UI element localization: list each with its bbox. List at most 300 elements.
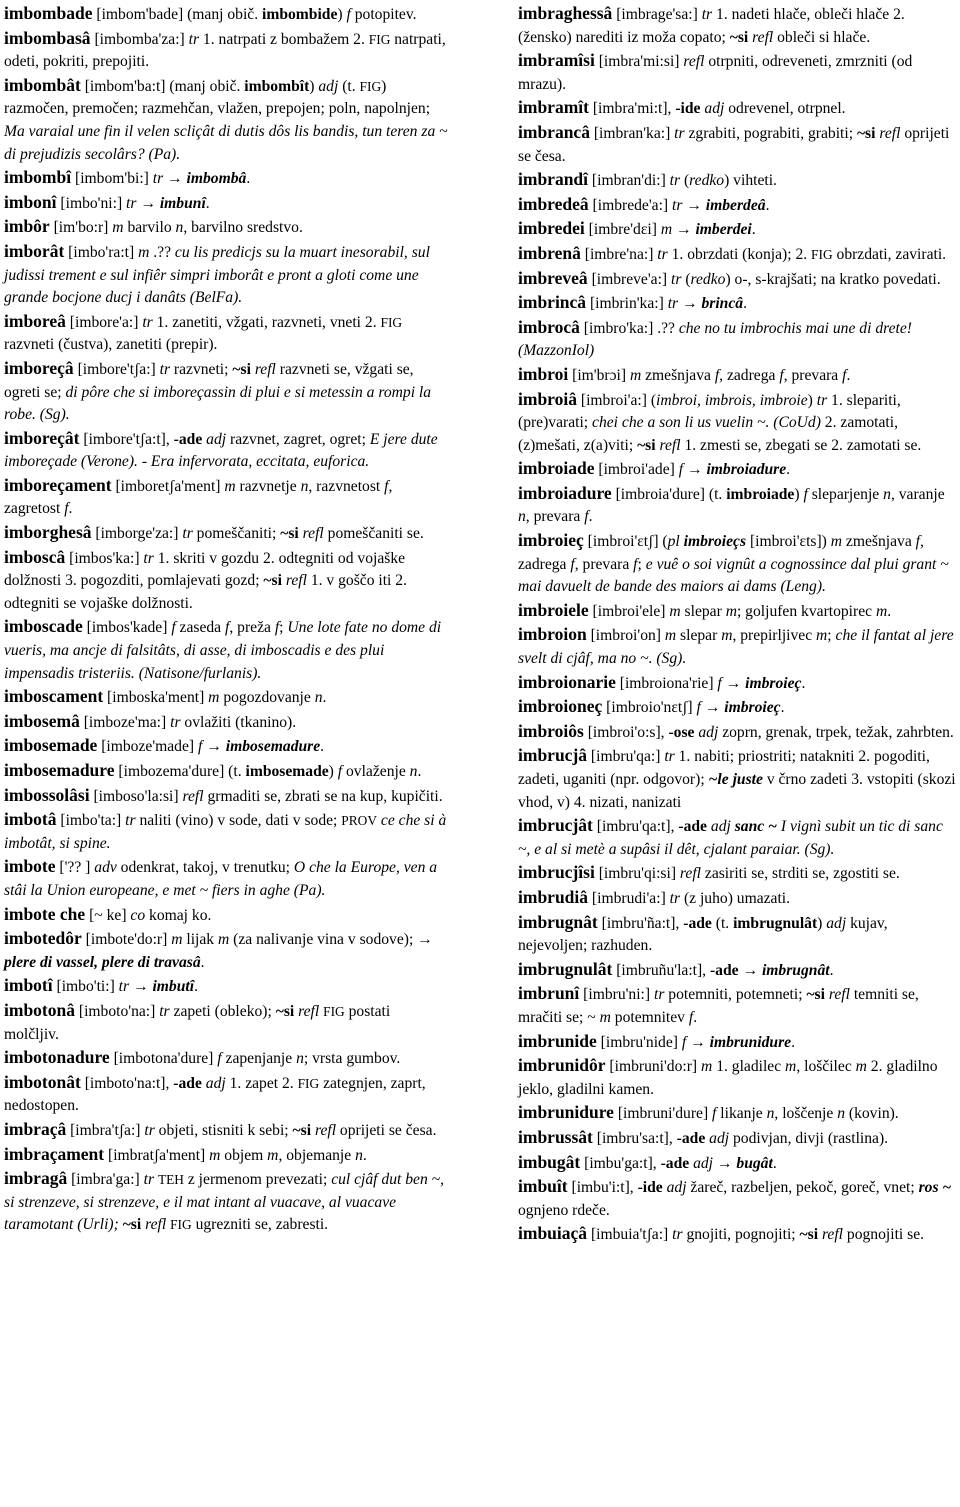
entry-text: [imbore'tʃa:] [73, 360, 160, 378]
italic-text: e vuê o soi vignût a cognossince dal plui grant ~ mai davuelt de bande des maiors ai dams (Leng). [518, 555, 949, 596]
entry-text: [imbroi'o:s], [583, 723, 669, 741]
dictionary-entry [4, 27, 448, 74]
headword: imbombât [4, 74, 81, 95]
entry-text: [imbratʃa'ment] [104, 1146, 210, 1164]
italic-text: refl [145, 1216, 167, 1234]
entry-text: [imbre'na:] [580, 245, 658, 263]
entry-text: [imbroi'on] [586, 627, 665, 645]
bold-text: ~si [275, 1002, 295, 1020]
dictionary-entry [4, 710, 448, 735]
cross-reference: imbutî [152, 978, 195, 996]
bold-text: -ade [683, 914, 712, 932]
italic-text: f [915, 533, 920, 551]
dictionary-entry [4, 521, 448, 546]
entry-text: ; [637, 555, 646, 573]
entry-text: v črno zadeti 3. vstopiti (skozi vhod, v) 4. nizati, nanizati [518, 771, 956, 811]
cross-reference: sanc ~ [734, 818, 777, 836]
headword: imbuît [518, 1176, 568, 1197]
entry-text: [imbo'ta:] [56, 812, 126, 830]
italic-text: f [842, 366, 847, 384]
entry-text: [imbuia'tʃa:] [587, 1226, 673, 1244]
italic-text: Une lote fate no dome di vueris, ma ancje di falsitâts, di asse, di imboscadis e des plui impensadis tristeriis. (Natisone/furlanis). [4, 619, 442, 682]
usage-label: FIG [380, 314, 403, 330]
entry-text: razvnetje [235, 477, 301, 495]
headword: imbraçament [4, 1143, 105, 1164]
entry-text: ) [328, 763, 338, 780]
entry-text: , razvnetost [308, 477, 385, 495]
italic-text: n [409, 763, 418, 780]
dictionary-entry [518, 242, 958, 267]
italic-text: tr [152, 170, 164, 188]
headword: imbrincâ [518, 292, 587, 313]
italic-text: tr [653, 986, 665, 1004]
entry-text: potopitev. [350, 6, 417, 23]
cross-reference: imbroieç [745, 674, 802, 692]
bold-text: -ade [173, 430, 203, 448]
dictionary-entry [518, 623, 958, 670]
dictionary-entry [4, 999, 448, 1046]
entry-text: , zagretost [4, 477, 393, 518]
entry-text: , prepirljivec [732, 627, 817, 645]
headword: imbraghessâ [518, 3, 613, 23]
entry-text: slepar [676, 627, 722, 645]
entry-text: [imbroi'ɛts]) [746, 533, 831, 551]
italic-text: tr [672, 196, 683, 214]
entry-text: naliti (vino) v sode, dati v sode; [135, 812, 342, 830]
italic-text: n [175, 219, 184, 237]
dictionary-entry [518, 1054, 958, 1101]
italic-text: refl [302, 525, 324, 543]
entry-text: → [202, 738, 226, 756]
entry-text: [imbo'ti:] [52, 978, 119, 996]
italic-text: f [337, 763, 343, 780]
entry-text: . [194, 978, 198, 996]
italic-text: tr [664, 748, 675, 766]
usage-label: FIG [323, 1003, 345, 1019]
headword: imboreçât [4, 427, 80, 448]
italic-text: m [816, 627, 828, 645]
entry-text: razvneti se, vžgati se, ogreti se; [4, 360, 414, 401]
italic-text: tr [170, 713, 181, 731]
entry-text: [imbrage'sa:] [612, 6, 702, 23]
entry-text: [imbroio'nɛtʃ] [602, 699, 697, 717]
dictionary-entry [4, 734, 448, 759]
italic-text: f [633, 555, 638, 573]
italic-text: imbroi, imbrois, imbroie [656, 391, 808, 409]
headword: imboscament [4, 686, 104, 707]
entry-text: pogozdovanje [219, 689, 315, 707]
italic-text: tr [143, 1171, 155, 1189]
dictionary-entry [4, 215, 448, 240]
entry-text: obrzdati, zavirati. [832, 245, 947, 263]
italic-text: m [721, 627, 733, 645]
dictionary-entry [4, 1167, 448, 1237]
entry-text: ) [807, 391, 817, 409]
headword: imbrucjâ [518, 745, 588, 766]
cross-reference: imberdeâ [705, 196, 766, 214]
right-column [518, 2, 958, 1247]
entry-text: potemnitev [610, 1008, 689, 1026]
entry-text: . [801, 674, 806, 692]
entry-text: [~ ke] [85, 906, 131, 924]
entry-text: → [721, 674, 746, 692]
dictionary-entry [518, 599, 958, 624]
entry-text: . [205, 194, 210, 212]
italic-text: n [314, 689, 323, 707]
entry-text: → [738, 961, 762, 979]
italic-text: f [171, 619, 176, 637]
italic-text: n [837, 1105, 845, 1123]
bold-text: -ide [675, 100, 701, 118]
entry-text: [imbre'dɛi] [584, 221, 661, 239]
italic-text: redko [689, 172, 725, 190]
italic-text: f [225, 619, 230, 637]
dictionary-entry [4, 1118, 448, 1143]
entry-text: [imboso'la:si] [89, 787, 183, 805]
dictionary-entry [518, 1222, 958, 1247]
dictionary-entry [518, 982, 958, 1029]
italic-text: adj [698, 723, 719, 741]
entry-text: 1. zmesti se, zbegati se 2. zamotati se. [680, 436, 922, 454]
entry-text: 2. gladilno jeklo, gladilni kamen. [518, 1058, 938, 1098]
entry-text: → [713, 1154, 737, 1172]
dictionary-entry [4, 685, 448, 710]
entry-text: [imbroi'ele] [588, 602, 670, 620]
italic-text: m [785, 1058, 797, 1076]
cross-reference: imbroiadure [706, 461, 787, 479]
dictionary-entry [518, 193, 958, 218]
headword: imbotâ [4, 809, 57, 830]
bold-text: -ose [668, 723, 695, 741]
italic-text: f [217, 1050, 222, 1068]
entry-text: 1. obrzdati (konja); 2. [667, 245, 812, 263]
italic-text: adj [205, 1074, 226, 1092]
entry-text: otrpniti, odreveneti, zmrzniti (od mrazu). [518, 53, 913, 93]
entry-text: [imbra'mi:si] [594, 53, 684, 71]
dictionary-entry [4, 2, 448, 27]
italic-text: m [112, 219, 124, 237]
entry-text: [imbroia'dure] (t. [611, 485, 727, 503]
italic-text: n [300, 477, 309, 495]
dictionary-entry [518, 744, 958, 814]
entry-text: [imbore'tʃa:t], [79, 430, 174, 448]
entry-text: . [200, 953, 205, 971]
entry-text: [imbomba'za:] [90, 30, 189, 48]
entry-text: temniti se, mračiti se; ~ [518, 986, 919, 1026]
dictionary-entry [518, 316, 958, 363]
italic-text: adj [693, 1154, 714, 1172]
entry-text: zgrabiti, pograbiti, grabiti; [684, 124, 857, 142]
dictionary-entry [4, 474, 448, 521]
dictionary-entry [518, 49, 958, 96]
entry-text: . [772, 1154, 777, 1172]
dictionary-entry [518, 482, 958, 529]
headword: imbuiaçâ [518, 1223, 588, 1244]
dictionary-entry [4, 615, 448, 685]
headword: imbrucjîsi [518, 862, 595, 883]
entry-text: → [163, 170, 187, 188]
bold-text: ~si [122, 1216, 142, 1234]
dictionary-entry [518, 1175, 958, 1222]
usage-label: FIG [297, 1075, 320, 1091]
headword: imbroi [518, 363, 569, 384]
bold-text: ~si [232, 360, 251, 378]
headword: imbroiele [518, 599, 589, 620]
italic-text: tr [118, 978, 130, 996]
headword: imbombasâ [4, 27, 91, 48]
entry-text: 1. zapet 2. [225, 1074, 298, 1092]
entry-text: → [700, 699, 725, 717]
entry-text: razvnet, zagret, ogret; [226, 430, 370, 448]
dictionary-entry [518, 886, 958, 911]
dictionary-entry [518, 1030, 958, 1055]
italic-text: tr [669, 172, 681, 190]
headword: imboreâ [4, 310, 66, 331]
entry-text: zmešnjava [842, 533, 916, 551]
entry-text: potemniti, potemneti; [664, 986, 807, 1004]
dictionary-entry [4, 855, 448, 902]
italic-text: refl [285, 572, 307, 590]
entry-text: . [846, 366, 851, 384]
cross-reference: imbombâ [186, 170, 247, 188]
entry-text: žareč, razbeljen, pekoč, goreč, vnet; [686, 1179, 919, 1197]
italic-text: m [669, 602, 681, 620]
entry-text: → [678, 295, 702, 313]
italic-text: m [701, 1058, 713, 1076]
headword: imbrucjât [518, 815, 593, 836]
italic-text: tr [182, 525, 193, 543]
entry-text: odenkrat, takoj, v trenutku; [116, 859, 294, 877]
headword: imbosemâ [4, 710, 80, 731]
headword: imbrocâ [518, 316, 580, 337]
entry-text: komaj ko. [145, 906, 212, 924]
dictionary-entry [518, 1101, 958, 1126]
headword: imbotî [4, 975, 53, 996]
headword: imbrenâ [518, 242, 581, 263]
entry-text: → [683, 461, 707, 479]
entry-text: slepar [680, 602, 726, 620]
entry-text: 2. zamotati, (z)mešati, z(a)viti; [518, 414, 898, 454]
dictionary-entry [4, 546, 448, 616]
entry-text: [im'brɔi] [568, 366, 630, 384]
italic-text: f [678, 461, 684, 479]
headword: imbroieç [518, 530, 584, 551]
italic-text: Ma varaial une fin il velen scliçât di dutis dôs lis bandis, tun teren za ~ di prejudizis secolârs? (Pa). [4, 122, 448, 163]
usage-label: FIG [368, 31, 391, 47]
bold-text: -ade [660, 1154, 690, 1172]
italic-text: tr [188, 30, 200, 48]
bold-text: ~si [856, 124, 876, 142]
italic-text: f [570, 555, 575, 573]
bold-text: -ide [637, 1179, 663, 1197]
entry-text: ; vrsta gumbov. [303, 1050, 401, 1068]
entry-text: [imbru'qa:t], [592, 818, 679, 836]
entry-text: [imbroi'ade] [594, 461, 679, 479]
italic-text: refl [254, 360, 276, 378]
italic-text: n [355, 1146, 363, 1164]
italic-text: E jere dute imboreçade (Verone). - Era infervorata, eccitata, euforica. [4, 430, 438, 471]
entry-text: ugrezniti se, zabresti. [191, 1216, 329, 1234]
headword: imbredeâ [518, 193, 589, 214]
headword: imbroiôs [518, 720, 584, 741]
entry-text: obleči si hlače. [773, 28, 871, 46]
entry-text: . [588, 508, 593, 526]
left-column [4, 2, 448, 1237]
entry-text: , prevara [783, 366, 843, 384]
cross-reference: imbroieçs [683, 533, 747, 551]
entry-text: . [765, 196, 770, 214]
entry-text: . [68, 500, 73, 518]
italic-text: n [296, 1050, 304, 1068]
headword: imbreveâ [518, 267, 588, 288]
entry-text: likanje [716, 1105, 767, 1123]
entry-text: ) [817, 914, 827, 932]
italic-text: tr [667, 295, 679, 313]
entry-text: , objemanje [278, 1146, 356, 1164]
entry-text: , barvilno sredstvo. [183, 219, 303, 237]
entry-text: [imbruni'do:r] [605, 1058, 702, 1076]
headword: imbrunide [518, 1030, 597, 1051]
entry-text: [imboretʃa'ment] [111, 477, 225, 495]
headword: imbotonât [4, 1071, 81, 1092]
italic-text: tr [816, 391, 828, 409]
dictionary-entry [518, 529, 958, 599]
headword: imbotonâ [4, 999, 75, 1020]
entry-text: (t. [711, 914, 734, 932]
entry-text: [imbore'a:] [65, 313, 143, 331]
dictionary-entry [4, 240, 448, 310]
entry-text: postati molčljiv. [4, 1002, 391, 1043]
bold-text: -ade [709, 961, 739, 979]
cross-reference: imbosemadure [225, 738, 321, 756]
entry-text: , preža [229, 619, 275, 637]
dictionary-entry [518, 958, 958, 983]
italic-text: co [130, 906, 146, 924]
italic-text: m [599, 1008, 611, 1026]
entry-text: [imbru'qa:] [587, 748, 665, 766]
headword: imbrancâ [518, 121, 590, 142]
entry-text: [imboze'made] [97, 738, 198, 756]
usage-label: FIG [811, 246, 833, 262]
entry-text: ; [279, 619, 288, 637]
dictionary-entry [4, 903, 448, 928]
headword: imbroioneç [518, 696, 603, 717]
entry-text: ( [680, 172, 690, 190]
italic-text: m [660, 221, 673, 239]
entry-text: ( [681, 270, 691, 288]
headword: imbrunidôr [518, 1055, 606, 1076]
entry-text: → [672, 221, 696, 239]
italic-text: m [224, 477, 236, 495]
entry-text: (za nalivanje vina v sodove); → [229, 931, 433, 949]
headword: imbotedôr [4, 928, 82, 949]
italic-text: refl [314, 1121, 337, 1139]
entry-text: 1. v goščo iti 2. odtegniti se vojaške dolžnosti. [4, 572, 407, 612]
entry-text: (z juho) umazati. [680, 889, 791, 907]
italic-text: m [664, 627, 677, 645]
entry-text: [imbru'nide] [596, 1033, 682, 1051]
entry-text: pomeščaniti; [192, 525, 281, 543]
entry-text: → [136, 194, 160, 212]
entry-text: [imbrede'a:] [588, 196, 672, 214]
entry-text: podivjan, divji (rastlina). [729, 1129, 889, 1147]
dictionary-entry [518, 814, 958, 861]
entry-text: [imbru'sa:t], [592, 1129, 677, 1147]
italic-text: adj [666, 1179, 687, 1197]
dictionary-entry [518, 911, 958, 958]
cross-reference: imbrugnât [761, 961, 830, 979]
dictionary-entry [518, 267, 958, 292]
entry-text: [imbom'bi:] [71, 170, 153, 188]
italic-text: tr [144, 1121, 155, 1139]
headword: imbroion [518, 624, 587, 645]
italic-text: tr [674, 124, 685, 142]
italic-text: refl [683, 53, 705, 71]
headword: imbragâ [4, 1168, 68, 1189]
headword: imbosemade [4, 735, 98, 756]
entry-text: ovlažiti (tkanino). [180, 713, 297, 731]
entry-text: . [786, 461, 791, 479]
cross-reference: imberdei [695, 221, 752, 239]
entry-text: barvilo [123, 219, 176, 237]
italic-text: f [198, 738, 203, 756]
headword: imbroiadure [518, 482, 612, 503]
headword: imbosemadure [4, 760, 115, 780]
headword: imbôr [4, 216, 50, 237]
italic-text: m [138, 243, 150, 261]
italic-text: refl [879, 124, 901, 142]
bold-text: ~si [799, 1226, 819, 1244]
italic-text: f [346, 6, 351, 23]
italic-text: chei che a son li us vuelin ~. (CoUd) [592, 414, 821, 432]
entry-text: zoprn, grenak, trpek, težak, zahrbten. [718, 723, 954, 741]
dictionary-entry [518, 2, 958, 49]
entry-text: ) [337, 6, 347, 23]
headword: imbrussât [518, 1126, 593, 1147]
dictionary-entry [518, 861, 958, 886]
dictionary-entry [518, 363, 958, 388]
entry-text: . [362, 1146, 367, 1164]
entry-text: oprijeti se česa. [518, 124, 950, 165]
entry-text: ) razmočen, premočen; razmehčan, vlažen, prepojen; poln, napolnjen; [4, 77, 431, 118]
italic-text: n [883, 485, 891, 503]
entry-text: [imbozema'dure] (t. [114, 763, 246, 780]
italic-text: I vignì subit un tic di sanc ~, e al si metè a supâsi il dêt, cjalant paraiar. (Sg). [518, 818, 943, 858]
entry-text: . [743, 295, 747, 313]
entry-text: [imbran'ka:] [589, 124, 675, 142]
entry-text: . [320, 738, 325, 756]
headword: imboreçâ [4, 357, 74, 378]
entry-text: [imbroiona'rie] [615, 674, 718, 692]
italic-text: n [518, 508, 526, 526]
italic-text: tr [701, 6, 713, 23]
entry-text: . [791, 1033, 795, 1051]
dictionary-entry [518, 168, 958, 193]
entry-text: [imbruni'dure] [613, 1105, 713, 1123]
entry-text: [imbru'ni:] [579, 986, 654, 1004]
entry-text: [imbrudi'a:] [588, 889, 670, 907]
bold-text: imbombît [244, 77, 310, 95]
italic-text: m [208, 689, 220, 707]
dictionary-entry [4, 1143, 448, 1168]
entry-text: pomeščaniti se. [323, 525, 424, 543]
entry-text: [imboze'ma:] [79, 713, 171, 731]
bold-text: ~si [729, 28, 749, 46]
entry-text: → [129, 978, 153, 996]
entry-text: 1. skriti v gozdu 2. odtegniti od vojaške dolžnosti 3. pogozditi, pomlajevati gozd; [4, 549, 406, 590]
bold-text: -ade [173, 1074, 202, 1092]
italic-text: tr [657, 245, 668, 263]
